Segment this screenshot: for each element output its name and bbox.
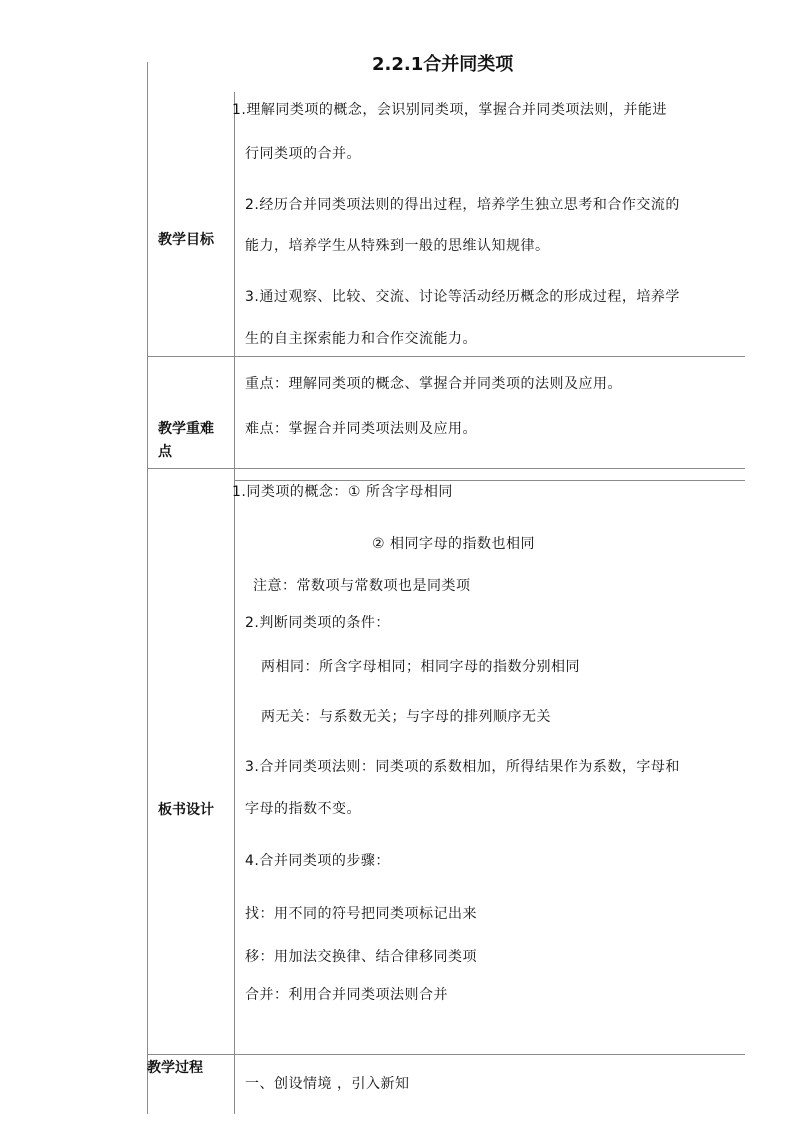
table-column-divider (234, 92, 235, 1114)
board-line-11: 移：用加法交换律、结合律移同类项 (245, 949, 477, 965)
objective-line-5: 3.通过观察、比较、交流、讨论等活动经历概念的形成过程，培养学 (245, 289, 680, 305)
board-line-4: 2.判断同类项的条件： (245, 615, 390, 631)
board-design-label: 板书设计 (158, 802, 214, 818)
objectives-label: 教学目标 (158, 232, 214, 248)
key-points-label-line1: 教学重难 (158, 421, 214, 437)
key-focus: 重点：理解同类项的概念、掌握合并同类项的法则及应用。 (245, 376, 622, 392)
page-title: 2.2.1合并同类项 (372, 54, 514, 75)
board-line-1: 1.同类项的概念：① 所含字母相同 (232, 484, 453, 500)
objective-line-1: 1.理解同类项的概念，会识别同类项，掌握合并同类项法则，并能进 (232, 102, 667, 118)
board-line-9: 4.合并同类项的步骤： (245, 853, 390, 869)
board-line-2: ② 相同字母的指数也相同 (372, 536, 536, 552)
key-difficulty: 难点：掌握合并同类项法则及应用。 (245, 421, 477, 437)
row-divider-key-points (147, 468, 745, 469)
board-line-6: 两无关：与系数无关；与字母的排列顺序无关 (261, 709, 551, 725)
board-line-10: 找：用不同的符号把同类项标记出来 (245, 906, 477, 922)
objective-line-3: 2.经历合并同类项法则的得出过程，培养学生独立思考和合作交流的 (245, 197, 680, 213)
objective-line-4: 能力，培养学生从特殊到一般的思维认知规律。 (245, 238, 550, 254)
key-points-label-line2: 点 (158, 444, 172, 460)
row-divider-process (147, 1054, 745, 1055)
board-line-7: 3.合并同类项法则：同类项的系数相加，所得结果作为系数，字母和 (245, 759, 680, 775)
process-first-step: 一、创设情境 ，引入新知 (245, 1076, 410, 1092)
board-line-12: 合并：利用合并同类项法则合并 (245, 987, 448, 1003)
objective-line-2: 行同类项的合并。 (245, 146, 361, 162)
board-line-5: 两相同：所含字母相同；相同字母的指数分别相同 (261, 659, 580, 675)
row-divider-objectives (147, 356, 745, 357)
table-left-border (147, 62, 148, 1114)
objective-line-6: 生的自主探索能力和合作交流能力。 (245, 331, 477, 347)
process-label: 教学过程 (147, 1060, 203, 1076)
board-line-3: 注意：常数项与常数项也是同类项 (253, 578, 471, 594)
board-line-8: 字母的指数不变。 (245, 801, 361, 817)
